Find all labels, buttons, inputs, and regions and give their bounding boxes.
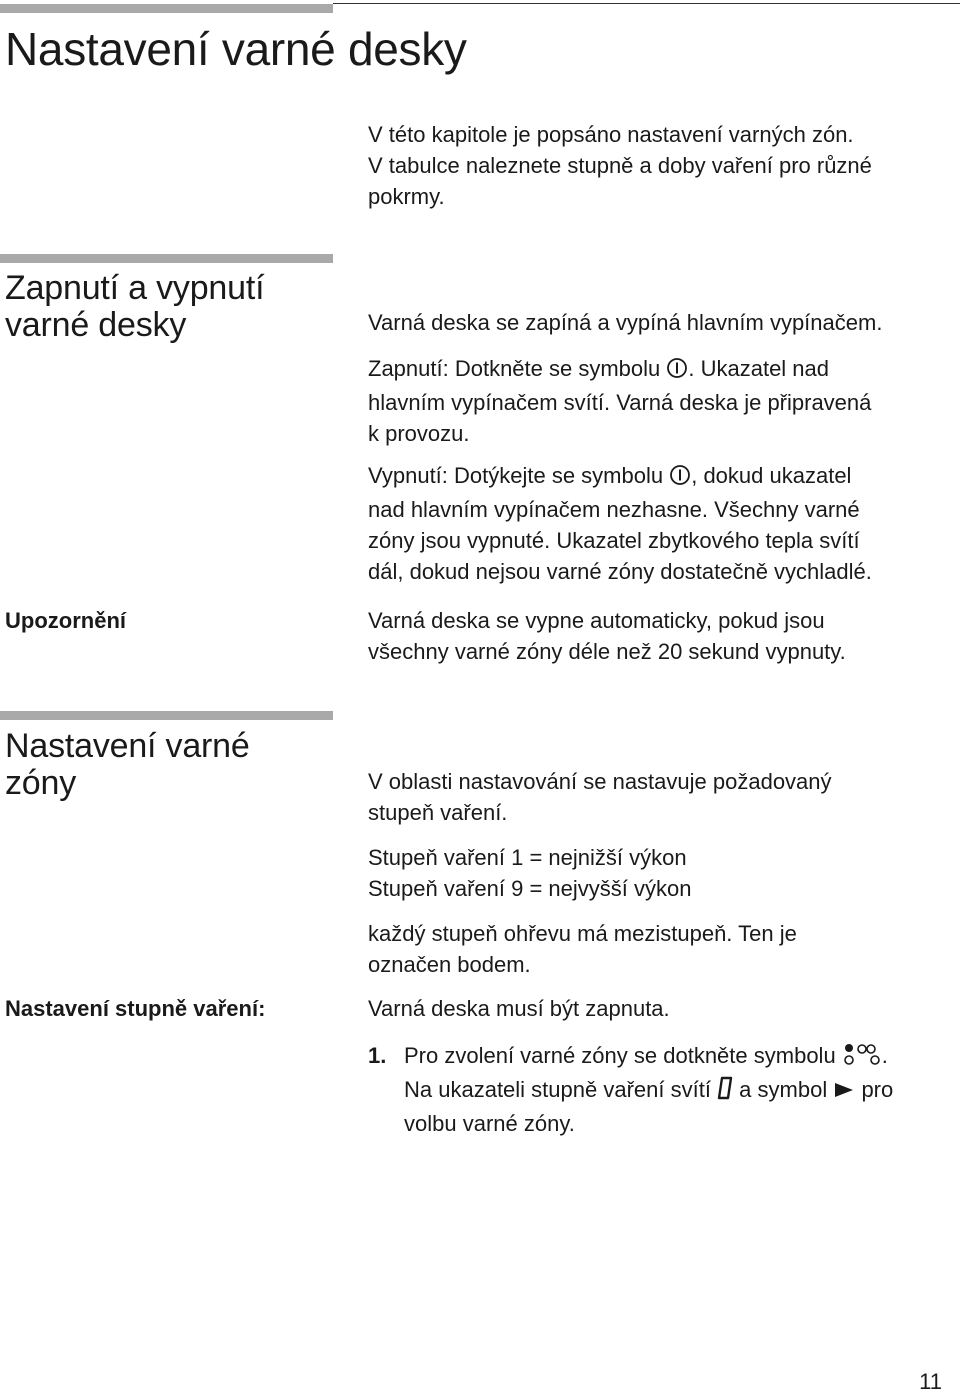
paragraph-must-be-on: Varná deska musí být zapnuta. — [368, 996, 670, 1021]
text-span: , dokud ukazatel — [691, 463, 852, 488]
heading-line: Nastavení varné — [5, 727, 250, 765]
intro-paragraph — [368, 119, 872, 212]
header-rule — [333, 3, 960, 4]
paragraph-levels — [368, 842, 691, 904]
text-span: V oblasti nastavování se nastavuje požadovaný — [368, 769, 832, 794]
header-bar — [0, 4, 333, 13]
text-span: Na ukazateli stupně vaření svítí — [404, 1077, 718, 1102]
power-icon — [669, 463, 691, 494]
step-1 — [368, 1040, 960, 1139]
paragraph-intermediate — [368, 918, 797, 980]
text-span: k provozu. — [368, 421, 470, 446]
arrow-right-icon — [833, 1077, 855, 1108]
text-span: nad hlavním vypínačem nezhasne. Všechny varné — [368, 497, 860, 522]
text-span: . — [881, 1043, 888, 1068]
page-title: Nastavení varné desky — [5, 23, 467, 75]
text-span: Stupeň vaření 9 = nejvyšší výkon — [368, 876, 692, 901]
text-span: všechny varné zóny déle než 20 sekund vypnuty. — [368, 639, 846, 664]
heading-line: zóny — [5, 764, 77, 802]
text-span: . Ukazatel nad — [688, 356, 830, 381]
text-span: označen bodem. — [368, 952, 531, 977]
power-icon — [666, 356, 688, 387]
section-heading-zone — [5, 728, 250, 802]
text-span: a symbol — [733, 1077, 834, 1102]
text-span: dál, dokud nejsou varné zóny dostatečně vychladlé. — [368, 559, 872, 584]
note-paragraph — [368, 605, 846, 667]
text-span: stupeň vaření. — [368, 800, 508, 825]
zone-select-icon — [842, 1042, 882, 1074]
step-text — [404, 1040, 960, 1139]
section-bar-on-off — [0, 254, 333, 263]
side-label-cooking-level: Nastavení stupně vaření: — [5, 996, 266, 1021]
section-bar-zone — [0, 711, 333, 720]
text-span: Stupeň vaření 1 = nejnižší výkon — [368, 845, 687, 870]
intro-line: pokrmy. — [368, 184, 445, 209]
text-span: hlavním vypínačem svítí. Varná deska je připravená — [368, 390, 872, 415]
text-span: Zapnutí: Dotkněte se symbolu — [368, 356, 667, 381]
paragraph-switch-on — [368, 353, 871, 449]
note-label: Upozornění — [5, 608, 126, 633]
paragraph-main-switch: Varná deska se zapíná a vypíná hlavním vypínačem. — [368, 310, 883, 335]
text-span: volbu varné zóny. — [404, 1111, 575, 1136]
heading-line: varné desky — [5, 306, 187, 344]
text-span: zóny jsou vypnuté. Ukazatel zbytkového tepla svítí — [368, 528, 860, 553]
text-span: Pro zvolení varné zóny se dotkněte symbolu — [404, 1043, 842, 1068]
section-heading-on-off — [5, 270, 264, 344]
text-span: pro — [855, 1077, 894, 1102]
page-number: 11 — [919, 1369, 942, 1394]
display-zero-icon — [717, 1076, 733, 1108]
paragraph-switch-off — [368, 460, 872, 587]
heading-line: Zapnutí a vypnutí — [5, 269, 265, 307]
intro-line: V této kapitole je popsáno nastavení varných zón. — [368, 122, 854, 147]
paragraph-setting-area — [368, 766, 832, 828]
text-span: Vypnutí: Dotýkejte se symbolu — [368, 463, 670, 488]
intro-line: V tabulce naleznete stupně a doby vaření pro různé — [368, 153, 872, 178]
text-span: Varná deska se vypne automaticky, pokud jsou — [368, 608, 825, 633]
step-number: 1. — [368, 1043, 387, 1068]
text-span: každý stupeň ohřevu má mezistupeň. Ten je — [368, 921, 797, 946]
